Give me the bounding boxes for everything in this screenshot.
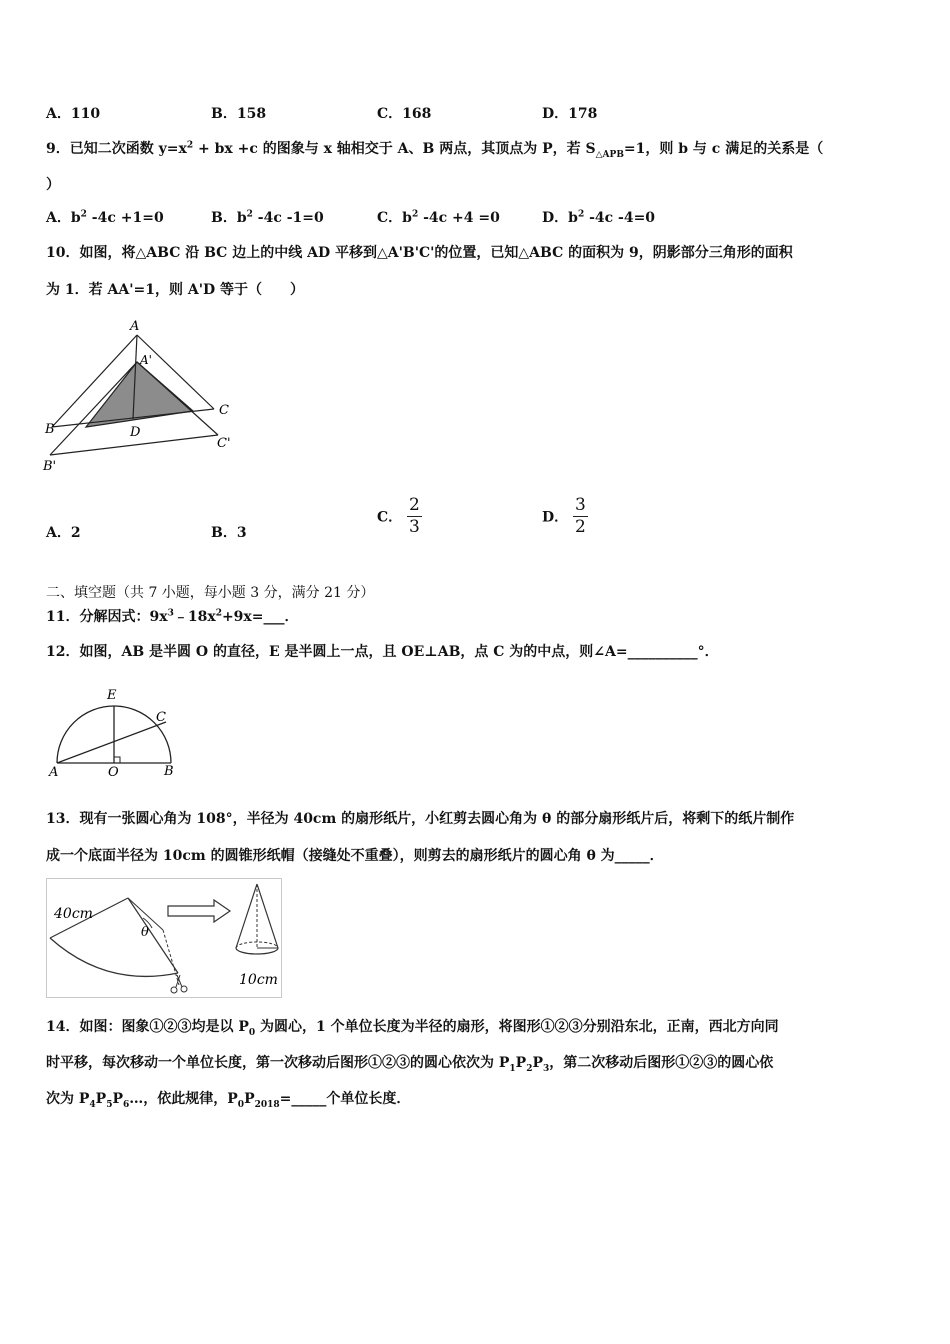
fraction-two-thirds: $\frac{2}{3}$ [409, 495, 420, 537]
label-b: B [164, 764, 174, 779]
label-c: C [156, 710, 166, 725]
label-b-prime: B' [43, 459, 57, 474]
fraction-three-halves: $\frac{3}{2}$ [575, 495, 586, 537]
label-e: E [107, 688, 117, 703]
label-a: A [49, 765, 59, 780]
q14-question-line3: 次为 $P_4P_5P_6\dots$，依此规律，$P_0P_{2018}=\_\_\_\_\_$个单位长度． [46, 1091, 411, 1110]
q12-semicircle-figure [44, 684, 184, 784]
q8-option-b: B．158 [211, 106, 267, 122]
q12-question: 12．如图，AB 是半圆 O 的直径，E 是半圆上一点，且 OE⊥AB，点 C 为的中点，则∠A=__________°． [46, 644, 719, 660]
scissors-path [163, 930, 179, 985]
label-base-radius: 10cm [239, 972, 278, 988]
q9-close-paren: ） [46, 177, 60, 193]
q13-question-line1: 13．现有一张圆心角为 108°，半径为 40cm 的扇形纸片，小红剪去圆心角为 θ 的部分扇形纸片后，将剩下的纸片制作 [46, 811, 795, 827]
segment-ac [57, 722, 166, 763]
q10-triangle-figure [40, 315, 250, 475]
q9-option-d: D．$b^2$ -4c -4=0 [542, 209, 656, 226]
cone-side-right [257, 884, 278, 948]
q10-option-a: A．2 [46, 525, 81, 541]
cone-side-left [236, 884, 257, 948]
label-a: A [130, 319, 140, 334]
q10-question-line2: 为 1．若 AA'=1，则 A'D 等于（ ） [46, 282, 305, 298]
label-c: C [219, 403, 229, 418]
q13-question-line2: 成一个底面半径为 10cm 的圆锥形纸帽（接缝处不重叠），则剪去的扇形纸片的圆心角 θ 为_____． [46, 848, 664, 864]
label-a-prime: A' [140, 353, 152, 367]
cone-base-front [236, 948, 278, 954]
q8-option-a: A．110 [46, 106, 101, 122]
label-c-prime: C' [217, 436, 231, 451]
q9-option-b: B．$b^2$ -4c -1=0 [211, 209, 324, 226]
q8-option-c: C．168 [377, 106, 432, 122]
q10-option-b: B．3 [211, 525, 247, 541]
right-angle-mark [114, 757, 120, 763]
label-o: O [108, 765, 119, 780]
label-theta: θ [141, 925, 149, 940]
q10-option-c: C． $\frac{2}{3}$ [377, 495, 420, 537]
section-heading: 二、填空题（共 7 小题，每小题 3 分，满分 21 分） [46, 585, 375, 601]
q10-question-line1: 10．如图，将△ABC 沿 BC 边上的中线 AD 平移到△A'B'C'的位置，已知△ABC 的面积为 9，阴影部分三角形的面积 [46, 245, 793, 261]
q9-question: 9．已知二次函数 $y=x^2$ + bx +c 的图象与 x 轴相交于 A、B 两点，其顶点为 P，若 $S_{\triangle APB}=1$，则 b 与 c 满足的关系是（ [46, 140, 824, 160]
q10-option-d: D． $\frac{3}{2}$ [542, 495, 586, 537]
q8-option-d: D．178 [542, 106, 598, 122]
q11-question: 11．分解因式：$9x^3﹣18x^2+9x=\_\_\_$． [46, 608, 299, 625]
label-d: D [130, 425, 141, 440]
q14-question-line1: 14．如图：图象①②③均是以 $P_0$ 为圆心，1 个单位长度为半径的扇形，将图形①②③分别沿东北，正南，西北方向同 [46, 1019, 779, 1038]
q9-option-a: A．$b^2$ -4c +1=0 [46, 209, 164, 226]
q13-sector-cone-figure [46, 878, 282, 998]
label-radius: 40cm [54, 906, 93, 922]
q14-question-line2: 时平移，每次移动一个单位长度，第一次移动后图形①②③的圆心依次为 $P_1P_2P_3$，第二次移动后图形①②③的圆心依 [46, 1055, 774, 1074]
right-arrow-icon [168, 900, 230, 922]
label-b: B [45, 422, 55, 437]
q9-option-c: C．$b^2$ -4c +4 =0 [377, 209, 500, 226]
